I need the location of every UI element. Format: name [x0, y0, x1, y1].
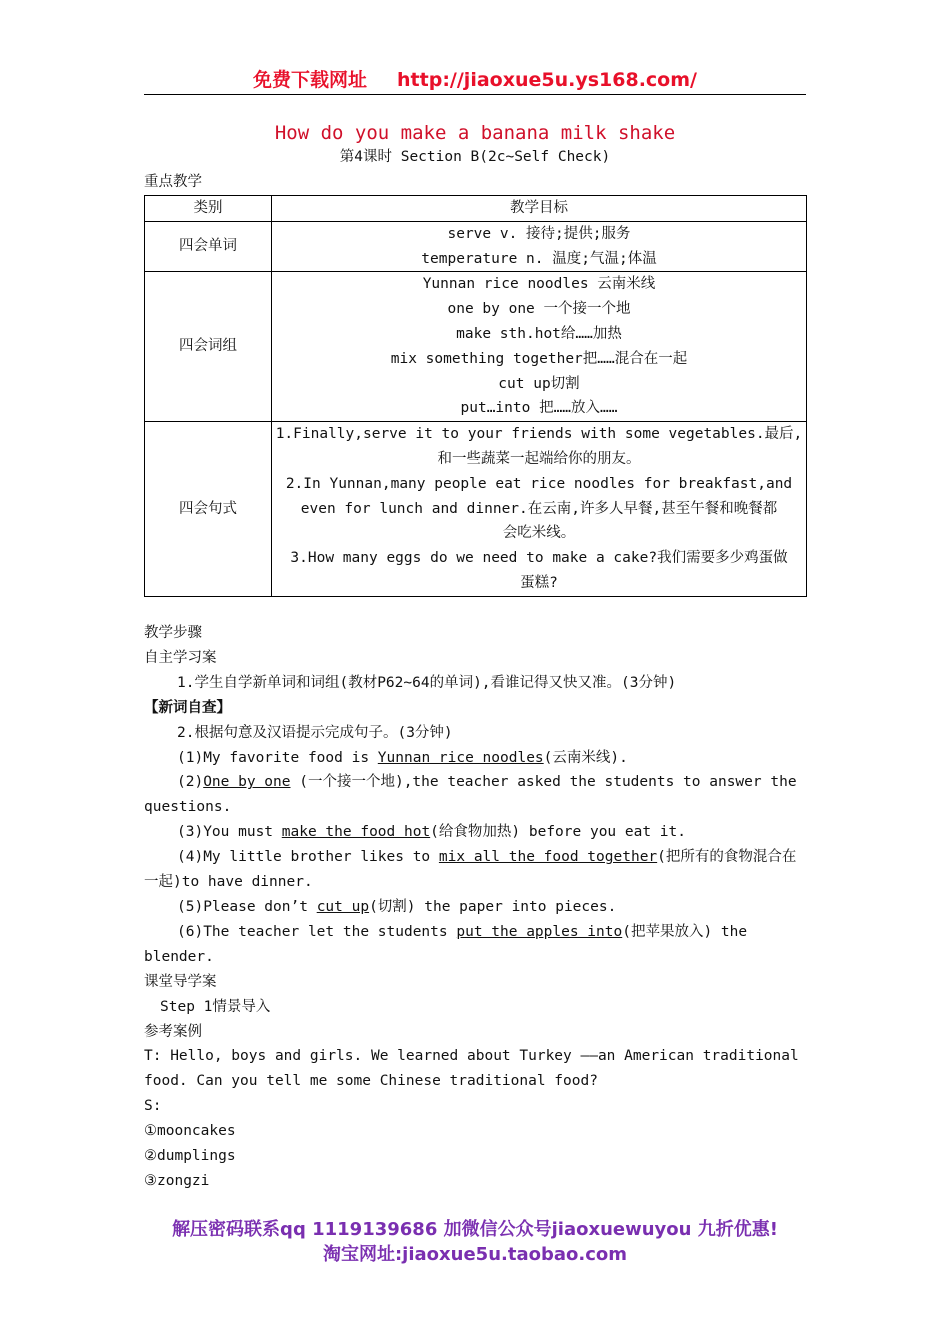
sentence-4-continued: 一起)to have dinner. — [144, 874, 313, 891]
sentence-text: (给食物加热) before you eat it. — [430, 824, 686, 841]
table-header-row — [145, 196, 807, 222]
page-footer — [0, 1217, 950, 1267]
student-label: S: — [144, 1098, 162, 1115]
sentence-6 — [144, 920, 806, 945]
row-category: 四会句式 — [145, 422, 272, 597]
teacher-line-continued: food. Can you tell me some Chinese traditional food? — [144, 1073, 598, 1090]
row-content — [272, 422, 807, 597]
table-row — [145, 422, 807, 597]
content-line: 和一些蔬菜一起端给你的朋友。 — [437, 450, 641, 467]
header-category: 类别 — [145, 196, 272, 222]
content-line: 3.How many eggs do we need to make a cake?我们需要多少鸡蛋做 — [290, 550, 788, 567]
row-category: 四会词组 — [145, 272, 272, 422]
teacher-line: T: Hello, boys and girls. We learned about Turkey ——an American traditional — [144, 1048, 799, 1065]
content-line: temperature n. 温度;气温;体温 — [421, 250, 657, 267]
sentence-text: (把所有的食物混合在 — [657, 849, 797, 866]
footer-contact: 解压密码联系qq 1119139686 加微信公众号jiaoxuewuyou 九折优惠! — [172, 1219, 778, 1240]
sentence-text: (4)My little brother likes to — [177, 849, 439, 866]
self-study-heading: 自主学习案 — [144, 649, 217, 666]
content-line: 会吃米线。 — [502, 525, 576, 542]
row-category: 四会单词 — [145, 221, 272, 272]
answer-blank: mix all the food together — [438, 849, 658, 866]
sentence-3 — [144, 820, 806, 845]
content-line: cut up切割 — [498, 375, 580, 392]
download-url-link[interactable]: http://jiaoxue5u.ys168.com/ — [397, 69, 697, 91]
content-line: one by one 一个接一个地 — [447, 301, 631, 318]
task-1: 1.学生自学新单词和词组(教材P62~64的单词),看谁记得又快又准。(3分钟) — [177, 674, 677, 691]
answer-blank: Yunnan rice noodles — [377, 749, 544, 766]
content-line: 2.In Yunnan,many people eat rice noodles for breakfast,and — [285, 475, 793, 492]
reference-heading: 参考案例 — [144, 1023, 202, 1040]
row-content — [272, 272, 807, 422]
content-line: make sth.hot给……加热 — [456, 325, 622, 342]
answer-blank: put the apples into — [456, 923, 623, 940]
sentence-text: (把苹果放入) the — [622, 923, 748, 940]
document-title: How do you make a banana milk shake — [274, 122, 676, 144]
sentence-text: (6)The teacher let the students — [177, 923, 457, 940]
content-line: mix something together把……混合在一起 — [390, 350, 688, 367]
lesson-subtitle: 第4课时 Section B(2c~Self Check) — [339, 149, 611, 165]
header-goal: 教学目标 — [272, 196, 807, 222]
class-guide-heading: 课堂导学案 — [144, 973, 217, 990]
content-line: even for lunch and dinner.在云南,许多人早餐,甚至午餐和晚餐都 — [300, 500, 778, 517]
step-1-heading: Step 1情景导入 — [160, 998, 271, 1015]
content-line: 蛋糕? — [520, 574, 558, 591]
section-key-teaching: 重点教学 — [144, 174, 202, 190]
sentence-2-continued: questions. — [144, 799, 232, 816]
table-row — [145, 272, 807, 422]
content-line: 1.Finally,serve it to your friends with some vegetables.最后, — [275, 426, 803, 443]
table-row — [145, 221, 807, 272]
sentence-2 — [144, 770, 806, 795]
student-answer: ③zongzi — [144, 1172, 210, 1189]
content-line: Yunnan rice noodles 云南米线 — [422, 276, 656, 293]
student-answer: ①mooncakes — [144, 1123, 236, 1140]
sentence-text: (切割) the paper into pieces. — [369, 898, 617, 915]
lesson-body — [144, 621, 806, 1194]
footer-shop-link[interactable]: 淘宝网址:jiaoxue5u.taobao.com — [322, 1244, 627, 1265]
answer-blank: One by one — [203, 774, 291, 791]
sentence-text: (1)My favorite food is — [177, 749, 378, 766]
answer-blank: cut up — [316, 898, 370, 915]
sentence-4 — [144, 845, 806, 870]
task-2: 2.根据句意及汉语提示完成句子。(3分钟) — [177, 724, 453, 741]
content-line: put…into 把……放入…… — [460, 400, 618, 417]
student-answer: ②dumplings — [144, 1148, 236, 1165]
sentence-text: (云南米线). — [543, 749, 628, 766]
steps-heading: 教学步骤 — [144, 625, 202, 641]
sentence-5 — [144, 895, 806, 920]
teaching-goals-table — [144, 195, 807, 597]
sentence-text: (一个接一个地),the teacher asked the students to answer the — [290, 774, 797, 791]
sentence-6-continued: blender. — [144, 948, 214, 965]
row-content — [272, 221, 807, 272]
site-name: 免费下载网址 — [253, 69, 368, 91]
page-header — [144, 66, 806, 95]
new-words-check-heading: 【新词自查】 — [144, 699, 231, 716]
sentence-text: (2) — [177, 774, 204, 791]
sentence-1 — [144, 746, 806, 771]
answer-blank: make the food hot — [281, 824, 431, 841]
content-line: serve v. 接待;提供;服务 — [447, 225, 631, 242]
sentence-text: (5)Please don’t — [177, 898, 317, 915]
sentence-text: (3)You must — [177, 824, 282, 841]
